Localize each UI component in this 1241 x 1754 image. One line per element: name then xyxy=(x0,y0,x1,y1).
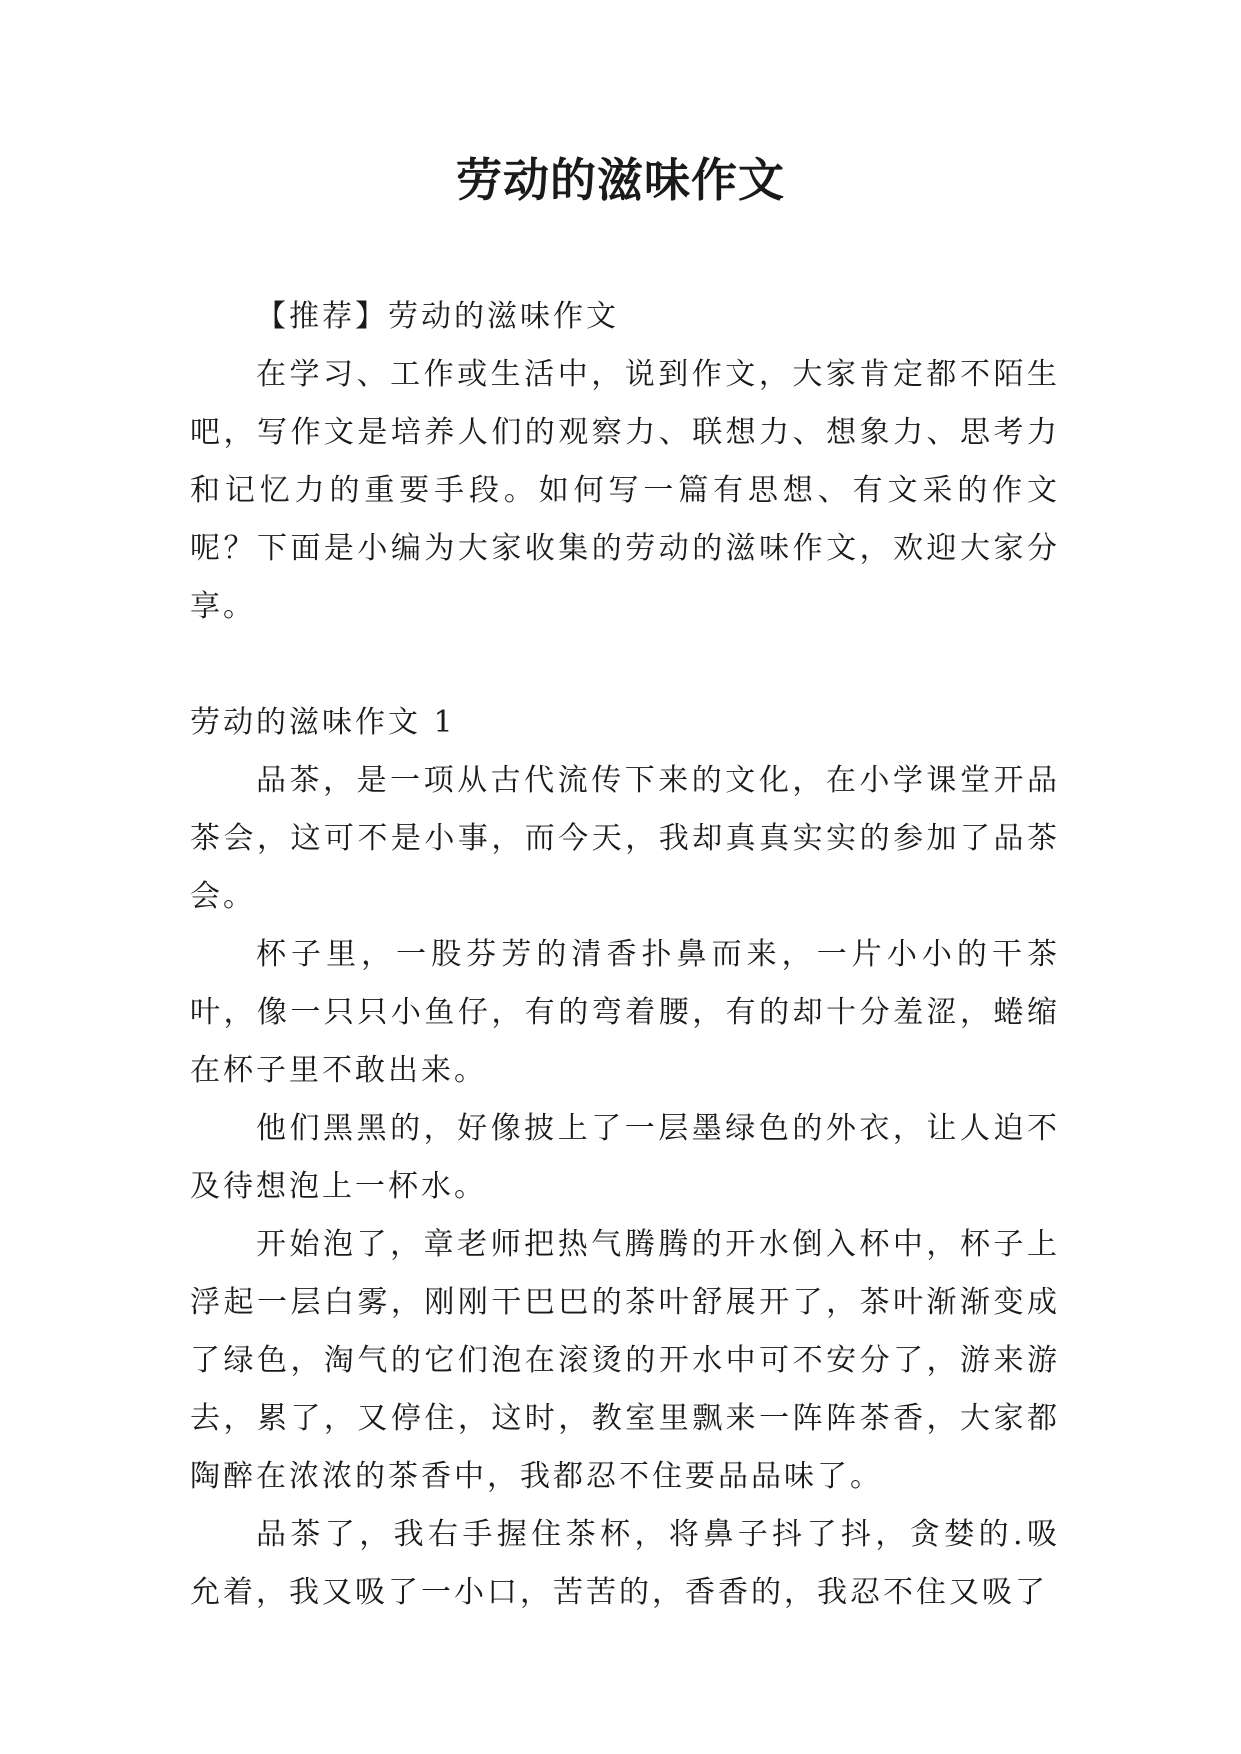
section-spacer xyxy=(190,636,1060,694)
body-paragraph: 杯子里，一股芬芳的清香扑鼻而来，一片小小的干茶叶，像一只只小鱼仔，有的弯着腰，有的却十分羞涩，蜷缩在杯子里不敢出来。 xyxy=(190,937,1060,1088)
body-paragraph: 开始泡了，章老师把热气腾腾的开水倒入杯中，杯子上浮起一层白雾，刚刚干巴巴的茶叶舒展开了，茶叶渐渐变成了绿色，淘气的它们泡在滚烫的开水中可不安分了，游来游去，累了，又停住，这时，教室里飘来一阵阵茶香，大家都陶醉在浓浓的茶香中，我都忍不住要品品味了。 xyxy=(190,1227,1060,1494)
intro-paragraph: 在学习、工作或生活中，说到作文，大家肯定都不陌生吧，写作文是培养人们的观察力、联想力、想象力、思考力和记忆力的重要手段。如何写一篇有思想、有文采的作文呢？下面是小编为大家收集的劳动的滋味作文，欢迎大家分享。 xyxy=(190,357,1060,624)
recommend-line: 【推荐】劳动的滋味作文 xyxy=(256,299,619,334)
body-paragraph: 品茶，是一项从古代流传下来的文化，在小学课堂开品茶会，这可不是小事，而今天，我却真真实实的参加了品茶会。 xyxy=(190,763,1060,914)
document-title: 劳动的滋味作文 xyxy=(456,153,785,207)
body-paragraph: 他们黑黑的，好像披上了一层墨绿色的外衣，让人迫不及待想泡上一杯水。 xyxy=(190,1111,1060,1204)
section-title: 劳动的滋味作文 1 xyxy=(190,705,456,740)
body-paragraph: 品茶了，我右手握住茶杯，将鼻子抖了抖，贪婪的.吸允着，我又吸了一小口，苦苦的，香香的，我忍不住又吸了 xyxy=(190,1517,1060,1610)
document-body xyxy=(190,288,1060,1622)
